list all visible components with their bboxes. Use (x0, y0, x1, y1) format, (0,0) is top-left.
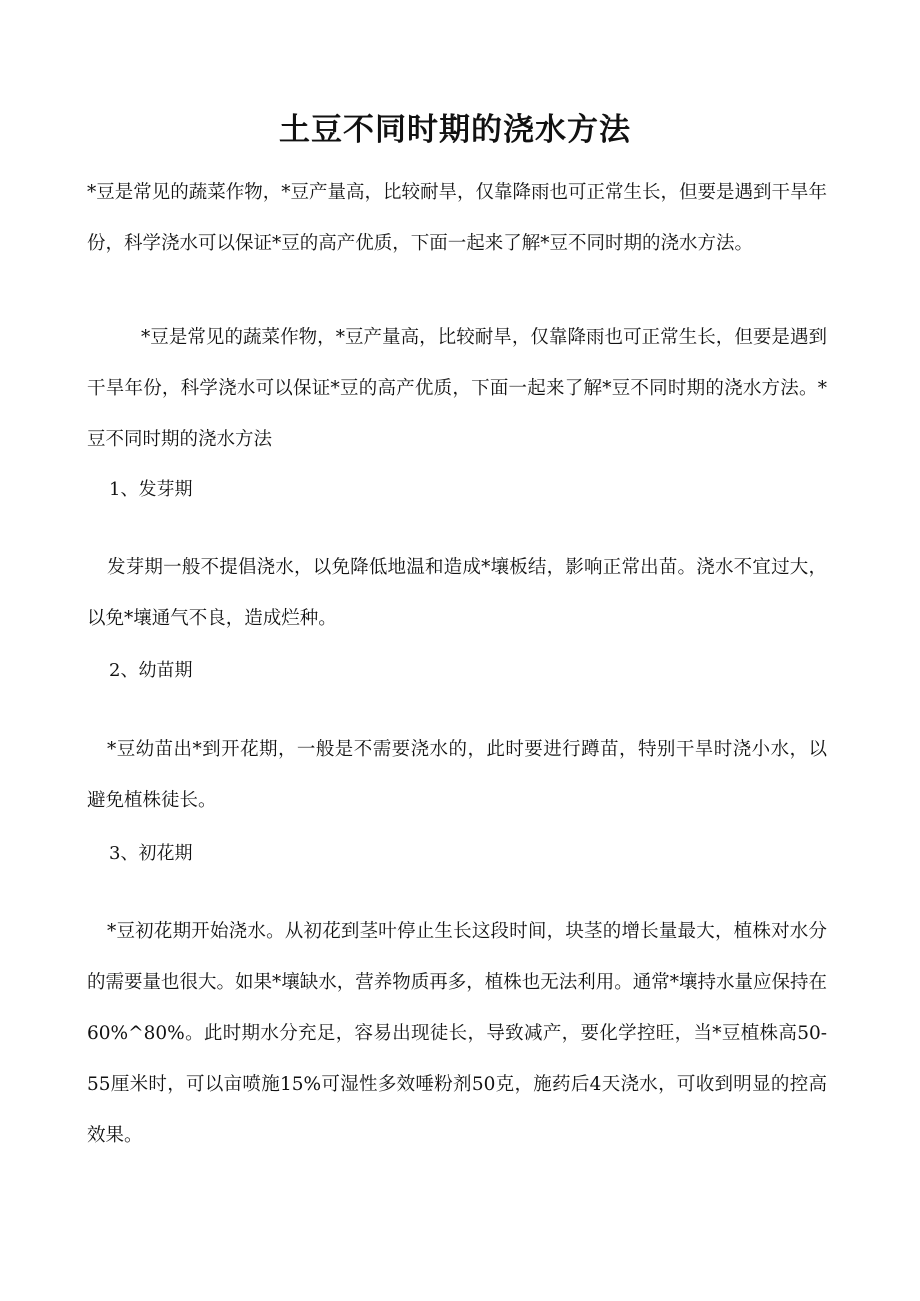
section-body-seedling: *豆幼苗出*到开花期，一般是不需要浇水的，此时要进行蹲苗，特别干旱时浇小水，以避免植株徒长。 (87, 739, 827, 811)
document-title: 土豆不同时期的浇水方法 (279, 112, 631, 148)
section-heading-sprouting: 1、发芽期 (109, 479, 193, 500)
section-heading-seedling: 2、幼苗期 (109, 660, 193, 681)
section-body-sprouting: 发芽期一般不提倡浇水，以免降低地温和造成*壤板结，影响正常出苗。浇水不宜过大，以免*壤通气不良，造成烂种。 (87, 557, 827, 629)
intro-paragraph: *豆是常见的蔬菜作物，*豆产量高，比较耐旱，仅靠降雨也可正常生长，但要是遇到干旱年份，科学浇水可以保证*豆的高产优质，下面一起来了解*豆不同时期的浇水方法。 (87, 182, 828, 254)
section-body-early-flowering: *豆初花期开始浇水。从初花到茎叶停止生长这段时间，块茎的增长量最大，植株对水分的需要量也很大。如果*壤缺水，营养物质再多，植株也无法利用。通常*壤持水量应保持在60%^80%。此时期水分充足，容易出现徒长，导致减产，要化学控旺，当*豆植株高50-55厘米时，可以亩喷施15%可湿性多效唾粉剂50克，施药后4天浇水，可收到明显的控高效果。 (87, 921, 828, 1146)
intro-repeat-paragraph: *豆是常见的蔬菜作物，*豆产量高，比较耐旱，仅靠降雨也可正常生长，但要是遇到干旱年份，科学浇水可以保证*豆的高产优质，下面一起来了解*豆不同时期的浇水方法。*豆不同时期的浇水方法 (87, 327, 827, 450)
section-heading-early-flowering: 3、初花期 (109, 843, 193, 864)
